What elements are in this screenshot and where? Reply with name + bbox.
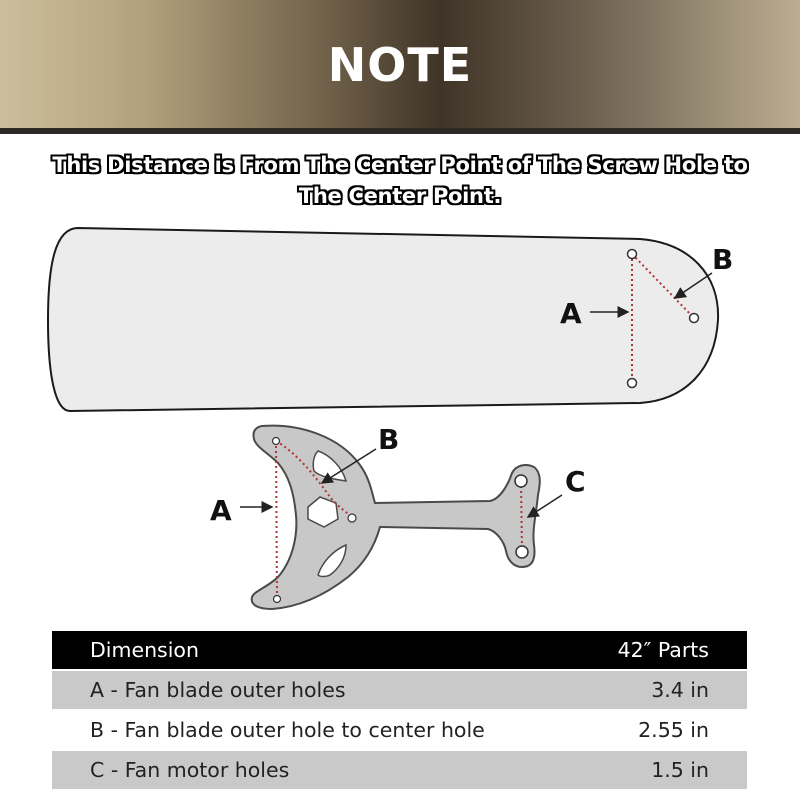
bracket-hole-top: [273, 438, 280, 445]
row-value: 3.4 in: [651, 678, 709, 702]
banner-title: NOTE: [327, 38, 473, 92]
motor-hole-bottom: [516, 546, 528, 558]
note-banner: [0, 0, 800, 134]
table-row: [52, 751, 747, 789]
blade-label-b: B: [712, 243, 734, 276]
fan-blade-outline: [48, 228, 718, 411]
row-dimension: A - Fan blade outer holes: [90, 678, 346, 702]
blade-bracket: [210, 423, 586, 609]
row-value: 1.5 in: [651, 758, 709, 782]
blade-label-a: A: [560, 297, 582, 330]
bracket-hole-center: [348, 514, 356, 522]
row-value: 2.55 in: [638, 718, 709, 742]
table-row: [52, 671, 747, 709]
blade-screw-hole-center: [690, 314, 699, 323]
bracket-distance-a-line: [276, 441, 277, 599]
bracket-label-a: A: [210, 494, 232, 527]
bracket-hole-bottom: [274, 596, 281, 603]
table-row: [52, 711, 747, 749]
note-line-2: The Center Point.: [298, 184, 502, 208]
blade-screw-hole-bottom: [628, 379, 637, 388]
row-dimension: C - Fan motor holes: [90, 758, 290, 782]
row-dimension: B - Fan blade outer hole to center hole: [90, 718, 485, 742]
fan-diagram: [0, 215, 800, 620]
header-parts: 42″ Parts: [617, 638, 709, 662]
dimension-table: [52, 631, 747, 791]
fan-blade: [48, 228, 733, 411]
table-header-row: [52, 631, 747, 669]
note-description: [20, 150, 780, 212]
note-line-1: This Distance is From The Center Point of The Screw Hole to: [52, 153, 748, 177]
header-dimension: Dimension: [90, 638, 199, 662]
blade-screw-hole-top: [628, 250, 637, 259]
bracket-label-c: C: [565, 465, 586, 498]
bracket-label-b: B: [378, 423, 400, 456]
bracket-distance-c-line: [521, 481, 522, 552]
motor-hole-top: [515, 475, 527, 487]
